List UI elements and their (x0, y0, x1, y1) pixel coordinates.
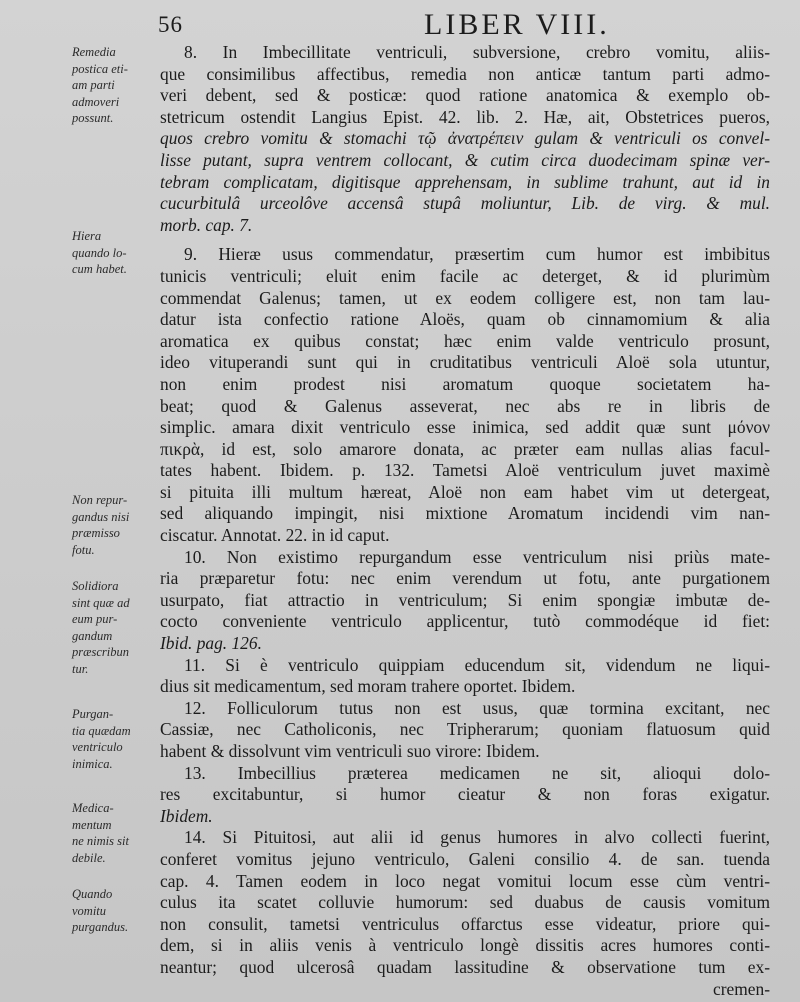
margin-note-6 (72, 800, 156, 866)
margin-note-line: gandum (72, 628, 113, 643)
text-line: 10. Non existimo repurgandum esse ventriculum nisi priùs mate- (184, 546, 770, 567)
margin-note-line: tur. (72, 661, 89, 676)
margin-note-line: admoveri (72, 94, 120, 109)
margin-note-line: vomitu (72, 903, 107, 918)
text-line: Ibidem. (160, 805, 213, 826)
text-line: conferet vomitus jejuno ventriculo, Galeni consilio 4. de san. tuenda (160, 848, 770, 869)
text-line: cocto conveniente ventriculo applicentur, tutò commodéque id fiet: (160, 611, 770, 632)
text-line: que consimilibus affectibus, remedia non anticæ tantum parti admo- (160, 63, 770, 84)
margin-note-line: eum pur- (72, 612, 118, 626)
paragraph-8 (160, 42, 770, 236)
text-line: quos crebro vomitu & stomachi τῷ ἀνατρέπειν gulam & ventriculi os convel- (160, 128, 770, 149)
margin-note-line: sint quæ ad (72, 595, 130, 610)
text-line: culus ita scatet colluvie humorum: sed duabus de causis vomitum (160, 892, 770, 913)
text-line: non consulit, tametsi ventriculus offarctus esse videatur, priore qui- (160, 913, 770, 934)
margin-note-line: postica eti- (72, 61, 128, 76)
margin-note-line: præscribun (72, 645, 129, 659)
margin-note-line: mentum (72, 817, 112, 832)
text-line: commendat Galenus; tamen, ut ex eodem colligere est, non tam lau- (160, 287, 770, 308)
text-line: sed aliquando impingit, nisi mixtione Aromatum incidendi vim nan- (160, 503, 770, 524)
margin-note-5 (72, 706, 156, 772)
text-line: tates habent. Ibidem. p. 132. Tametsi Aloë ventriculum juvet maximè (160, 460, 770, 481)
paragraph-11 (160, 655, 770, 698)
margin-note-line: tia quædam (72, 723, 131, 738)
page-header (0, 4, 800, 40)
paragraph-gap (160, 236, 770, 244)
catchword: cremen- (713, 978, 770, 999)
text-line: dius sit medicamentum, sed moram trahere oportet. Ibidem. (160, 676, 576, 697)
margin-note-line: ventriculo (72, 740, 123, 754)
paragraph-14 (160, 827, 770, 1000)
text-line: 12. Folliculorum tutus non est usus, quæ tormina excitant, nec (184, 697, 770, 718)
text-line: aromatica ex quibus constat; hæc enim valde ventriculo prosunt, (160, 330, 770, 351)
text-line: cap. 4. Tamen eodem in loco negat vomitui locum esse cùm ventri- (160, 870, 770, 891)
margin-note-line: Non repur- (72, 493, 128, 507)
text-line: ideo vituperandi sunt qui in cruditatibus ventriculi Aloë sola utuntur, (160, 352, 770, 373)
page-number: 56 (158, 12, 183, 37)
text-line: πικρὰ, id est, solo amarore donata, ac præter eam nullas alias facul- (160, 438, 770, 459)
text-line: neantur; quod ulcerosâ quadam lassitudine & observatione tum ex- (160, 956, 770, 977)
text-line: morb. cap. 7. (160, 214, 253, 235)
margin-note-line: quando lo- (72, 245, 127, 260)
text-line: si pituita illi multum hæreat, Aloë non eam habet vim ut detergeat, (160, 481, 770, 502)
margin-note-3 (72, 492, 156, 558)
running-head: LIBER VIII. (424, 8, 610, 41)
body-text (160, 42, 770, 1000)
margin-note-line: cum habet. (72, 262, 127, 276)
margin-note-line: fotu. (72, 542, 95, 557)
text-line: 9. Hieræ usus commendatur, præsertim cum humor est imbibitus (184, 244, 770, 265)
margin-note-line: ne nimis sit (72, 834, 129, 848)
text-line: res excitabuntur, si humor cieatur & non foras exigatur. (160, 784, 770, 805)
text-line: veri debent, sed & posticæ: quod ratione anatomica & exemplo ob- (160, 85, 770, 106)
margin-note-line: am parti (72, 78, 115, 92)
paragraph-13 (160, 763, 770, 828)
paragraph-9 (160, 244, 770, 546)
text-line: dem, si in aliis venis à ventriculo longè dissitis acres humores conti- (160, 935, 770, 956)
paragraph-10 (160, 547, 770, 655)
text-line: non enim prodest nisi aromatum quoque societatem ha- (160, 373, 770, 394)
margin-note-line: gandus nisi (72, 509, 130, 524)
margin-note-1 (72, 44, 156, 127)
text-line: stetricum ostendit Langius Epist. 42. lib. 2. Hæ, ait, Obstetrices pueros, (160, 106, 770, 127)
margin-note-2 (72, 228, 156, 278)
margin-note-4 (72, 578, 156, 677)
margin-note-line: purgandus. (72, 920, 129, 934)
text-line: 11. Si è ventriculo quippiam educendum sit, videndum ne liqui- (184, 654, 770, 675)
text-line: ciscatur. Annotat. 22. in id caput. (160, 525, 390, 546)
margin-note-line: debile. (72, 850, 106, 865)
text-line: lisse putant, supra ventrem collocant, & cutim circa duodecimam spinæ ver- (160, 149, 770, 170)
margin-note-line: Quando (72, 887, 113, 901)
text-line: Cassiæ, nec Catholiconis, nec Tripherarum; quoniam flatuosum quid (160, 719, 770, 740)
margin-note-line: Hiera (72, 229, 102, 243)
text-line: tunicis ventriculi; eluit enim facile ac deterget, & id plurimùm (160, 265, 770, 286)
margin-note-line: præmisso (72, 526, 120, 540)
text-line: 8. In Imbecillitate ventriculi, subversione, crebro vomitu, aliis- (184, 42, 770, 62)
text-line: tebram complicatam, digitisque apprehensam, in sublime trahunt, aut id in (160, 171, 770, 192)
text-line: usurpato, fiat attractio in ventriculum; Si enim spongiæ imbutæ de- (160, 589, 770, 610)
margin-note-line: Remedia (72, 45, 116, 59)
text-line: datur ista confectio ratione Aloës, quam ob cinnamomium & alia (160, 309, 770, 330)
text-line: ria præparetur fotu: nec enim verendum ut fotu, ante purgationem (160, 568, 770, 589)
margin-note-7 (72, 886, 156, 936)
text-line: 13. Imbecillius præterea medicamen ne sit, alioqui dolo- (184, 762, 770, 783)
margin-note-line: Medica- (72, 801, 114, 815)
margin-note-line: inimica. (72, 756, 113, 771)
paragraph-12 (160, 698, 770, 763)
text-line: cucurbitulâ urceolôve accensâ stupâ moliuntur, Lib. de virg. & mul. (160, 193, 770, 214)
text-line: Ibid. pag. 126. (160, 633, 262, 654)
text-line: simplic. amara dixit ventriculo esse inimica, sed addit quæ sunt μόνον (160, 417, 770, 438)
text-line: habent & dissolvunt vim ventriculi suo virore: Ibidem. (160, 741, 540, 761)
text-line: 14. Si Pituitosi, aut alii id genus humores in alvo collecti fuerint, (184, 827, 770, 848)
margin-note-line: Solidiora (72, 579, 119, 593)
margin-note-line: Purgan- (72, 707, 114, 721)
margin-note-line: possunt. (72, 111, 114, 125)
text-line: beat; quod & Galenus asseverat, nec abs re in libris de (160, 395, 770, 416)
